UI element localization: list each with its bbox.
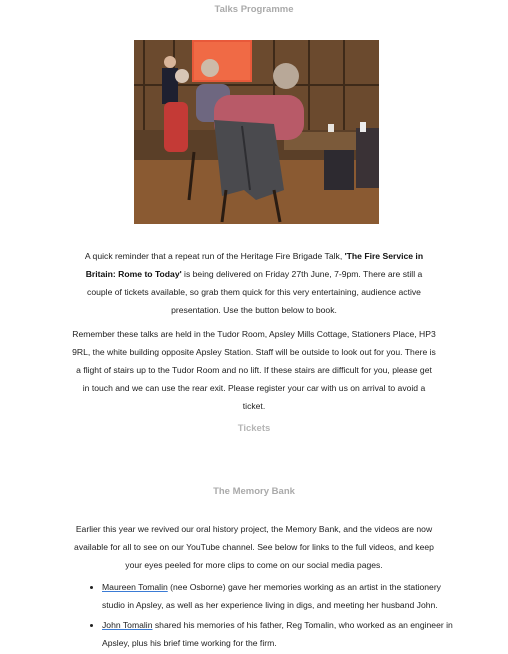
list-item-text: shared his memories of his father, Reg Tomalin, who worked as an engineer in Apsley, plus his brief time working for the firm. xyxy=(102,620,453,648)
john-tomalin-link[interactable]: John Tomalin xyxy=(102,620,153,630)
memory-bank-heading: The Memory Bank xyxy=(213,486,295,497)
maureen-tomalin-link[interactable]: Maureen Tomalin xyxy=(102,582,168,592)
memory-bank-intro: Earlier this year we revived our oral history project, the Memory Bank, and the videos are now available for all to see on our YouTube channel. See below for links to the full videos, and keep your eyes peeled for more clips to come on our social media pages. xyxy=(74,524,434,570)
talks-programme-heading: Talks Programme xyxy=(214,4,294,15)
reminder-text-end: is being delivered on Friday 27th June, 7-9pm. There are still a couple of tickets available, so grab them quick for this very entertaining, audience active presentation. Use the button below to book. xyxy=(87,269,423,315)
talk-title: 'The Fire Service in Britain: Rome to Today' xyxy=(85,251,424,279)
venue-note: Remember these talks are held in the Tudor Room, Apsley Mills Cottage, Stationers Place, HP3 9RL, the white building opposite Apsley Station. Staff will be outside to look out for you. There is a flight of stairs up to the Tudor Room and no lift. If these stairs are difficult for you, please get in touch and we can use the rear exit. Please register your car with us on arrival to avoid a ticket. xyxy=(72,329,436,411)
tickets-button[interactable]: Tickets xyxy=(237,423,271,434)
fire-talk-reminder xyxy=(72,247,436,319)
list-item xyxy=(102,616,462,652)
list-item-text: (nee Osborne) gave her memories working as an artist in the stationery studio in Apsley, as well as her experience living in digs, and meeting her husband John. xyxy=(102,582,441,610)
memory-bank-list xyxy=(86,578,462,654)
list-item xyxy=(102,578,462,614)
reminder-text-start: A quick reminder that a repeat run of the Heritage Fire Brigade Talk, xyxy=(84,251,345,261)
talk-photo xyxy=(134,40,379,224)
